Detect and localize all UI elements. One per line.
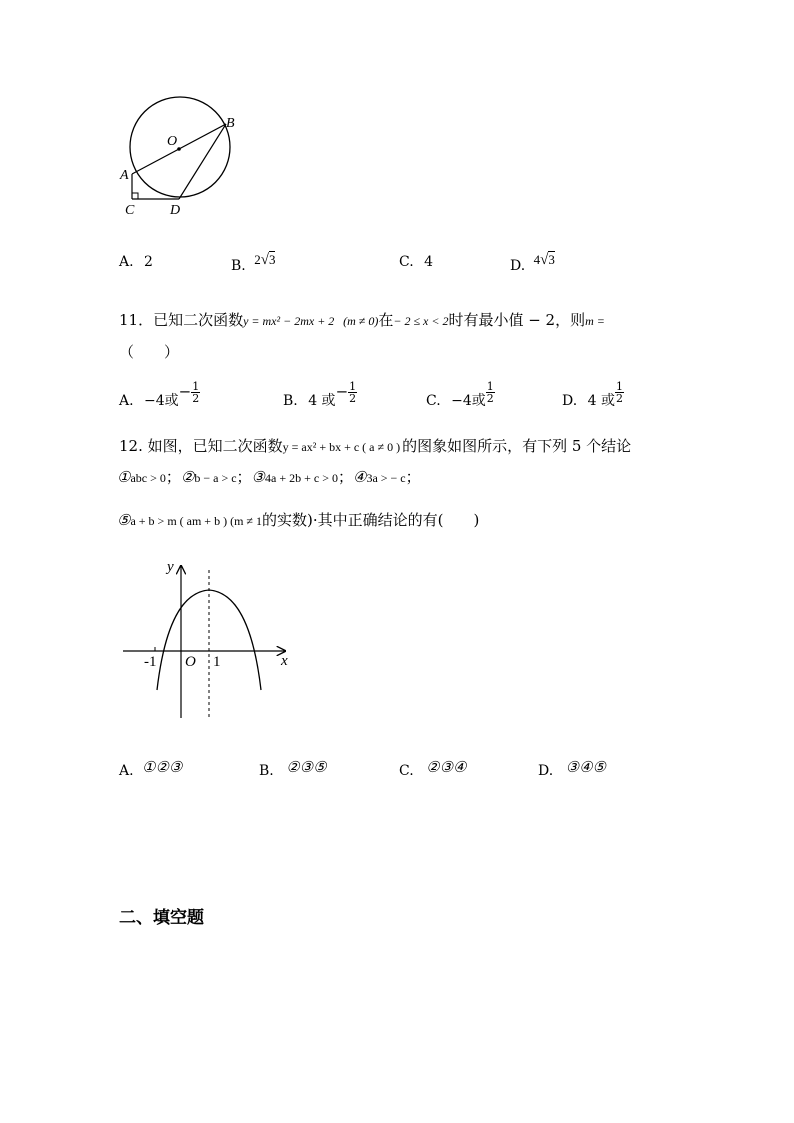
- option-letter: A.: [119, 254, 134, 270]
- fraction-sign: −: [178, 382, 192, 401]
- q11-condition: (m ≠ 0): [343, 314, 379, 328]
- q11-suffix: 时有最小值 − 2，则: [448, 311, 586, 329]
- denominator: 2: [486, 392, 494, 405]
- q11-mid: 在: [378, 311, 394, 329]
- label-c: C: [125, 203, 135, 218]
- label-d: D: [170, 203, 181, 218]
- q12-option-b[interactable]: [259, 758, 327, 779]
- option-letter: C.: [399, 763, 414, 779]
- conclusion-4-number: ④: [352, 468, 367, 486]
- separator: ·: [312, 511, 318, 529]
- option-value: ③④⑤: [565, 758, 606, 776]
- sqrt-expression: [254, 252, 275, 269]
- option-letter: A.: [119, 392, 134, 409]
- option-letter: A.: [119, 763, 134, 779]
- numerator: 1: [349, 380, 357, 393]
- q12-option-c[interactable]: [399, 758, 467, 779]
- label-1: 1: [213, 654, 221, 670]
- q11-range: − 2 ≤ x < 2: [393, 314, 449, 328]
- q11-option-b[interactable]: [283, 380, 357, 409]
- option-letter: C.: [426, 392, 441, 409]
- q11-answer-blank[interactable]: （ ）: [119, 343, 180, 361]
- sqrt-expression: [534, 252, 555, 269]
- center-dot: [177, 147, 181, 151]
- q11-formula: y = mx² − 2mx + 2: [243, 314, 335, 328]
- option-letter: B.: [283, 392, 298, 409]
- fraction: [615, 381, 624, 404]
- q10-option-b[interactable]: [231, 252, 276, 274]
- separator: ；: [165, 468, 181, 486]
- right-angle-mark: [132, 193, 138, 199]
- numerator: 1: [192, 380, 200, 393]
- option-text: −4或: [144, 392, 179, 409]
- radicand: 3: [548, 252, 555, 267]
- separator: ；: [337, 468, 353, 486]
- label-y: y: [167, 559, 174, 575]
- label-a: A: [120, 168, 129, 183]
- coefficient: 2: [254, 252, 261, 267]
- option-letter: C.: [399, 254, 414, 270]
- numerator: 1: [616, 380, 623, 393]
- option-text: 4 或: [587, 392, 615, 409]
- section-heading-fill-in: 二、填空题: [119, 908, 204, 928]
- q12-prefix: 12. 如图，已知二次函数: [119, 437, 283, 455]
- fraction: [191, 381, 200, 404]
- option-value: 4: [424, 254, 434, 270]
- option-value: 2: [144, 254, 153, 270]
- option-letter: D.: [510, 258, 526, 274]
- conclusion-1-number: ①: [117, 468, 131, 486]
- option-value: ②③④: [426, 758, 467, 776]
- conclusion-3: 4a + 2b + c > 0: [265, 471, 338, 485]
- q12-closing: 其中正确结论的有( ): [317, 511, 480, 529]
- conclusion-5: a + b > m ( am + b ) (m ≠ 1: [130, 514, 262, 528]
- q12-stem: [119, 435, 631, 456]
- q11-option-d[interactable]: [562, 380, 624, 409]
- q10-option-a[interactable]: [119, 254, 153, 270]
- q11-prefix: 11．已知二次函数: [119, 311, 244, 329]
- coefficient: 4: [533, 252, 541, 267]
- option-text: −4或: [451, 392, 486, 409]
- fraction-sign: −: [335, 382, 349, 401]
- conclusion-2: b − a > c: [194, 471, 237, 485]
- q12-option-a[interactable]: [119, 758, 183, 779]
- q11-var: m =: [585, 314, 605, 328]
- separator: ；: [236, 468, 252, 486]
- separator: ；: [405, 468, 421, 486]
- conclusion-5-tail: 的实数): [261, 511, 313, 529]
- q10-circle-figure: [110, 95, 250, 220]
- label-neg1: -1: [144, 654, 157, 670]
- label-x: x: [281, 653, 288, 669]
- label-origin: O: [185, 654, 196, 670]
- label-b: B: [226, 116, 235, 131]
- circle-o: [130, 97, 230, 197]
- conclusion-4: 3a > − c: [366, 471, 406, 485]
- q12-option-d[interactable]: [538, 758, 606, 779]
- radicand: 3: [268, 252, 276, 267]
- option-letter: B.: [259, 763, 274, 779]
- q11-option-c[interactable]: [426, 380, 495, 409]
- sqrt-sign-icon: √: [540, 252, 549, 268]
- sqrt-sign-icon: √: [260, 252, 269, 268]
- numerator: 1: [486, 380, 494, 393]
- option-value: ②③⑤: [286, 758, 327, 776]
- q12-conclusions-row1: [117, 466, 421, 487]
- denominator: 2: [349, 392, 357, 405]
- denominator: 2: [192, 392, 200, 405]
- option-value: ①②③: [142, 758, 183, 776]
- q10-option-d[interactable]: [510, 252, 555, 274]
- conclusion-3-number: ③: [251, 468, 265, 486]
- denominator: 2: [616, 392, 623, 405]
- q12-suffix: 的图象如图所示，有下列 5 个结论: [402, 437, 632, 455]
- conclusion-2-number: ②: [180, 468, 195, 486]
- q12-parabola-graph: [115, 552, 300, 722]
- q11-stem: [119, 309, 605, 330]
- option-letter: D.: [538, 763, 554, 779]
- q12-formula: y = ax² + bx + c ( a ≠ 0 ): [282, 440, 401, 454]
- segment-bd: [179, 124, 226, 199]
- option-letter: D.: [562, 392, 578, 409]
- option-text: 4 或: [308, 392, 336, 409]
- q11-option-a[interactable]: [119, 380, 200, 409]
- option-letter: B.: [231, 258, 246, 274]
- label-o: O: [167, 134, 178, 149]
- conclusion-1: abc > 0: [130, 471, 166, 485]
- q12-conclusions-row2: [117, 509, 479, 530]
- fraction: [486, 381, 495, 404]
- fraction: [348, 381, 357, 404]
- conclusion-5-number: ⑤: [117, 511, 131, 529]
- q10-option-c[interactable]: [399, 254, 433, 270]
